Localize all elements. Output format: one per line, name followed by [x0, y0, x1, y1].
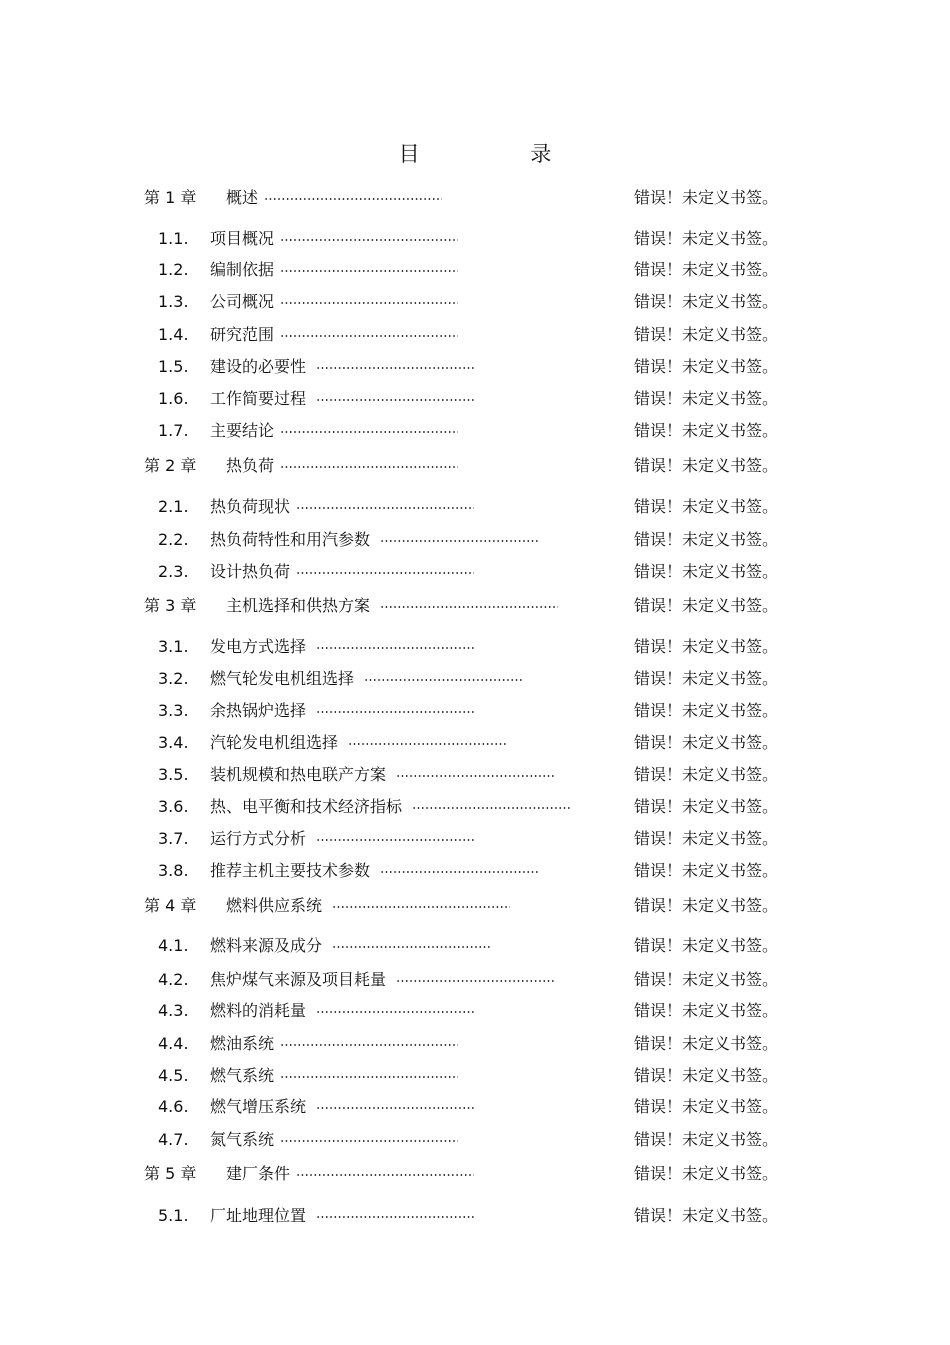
toc-entry-label: 厂址地理位置 — [210, 1206, 307, 1225]
toc-section-entry[interactable] — [0, 495, 950, 519]
toc-entry-page-ref: 错误！未定义书签。 — [634, 421, 779, 440]
dot-leader — [316, 711, 474, 713]
toc-section-entry[interactable] — [0, 1095, 950, 1119]
toc-entry-page-ref: 错误！未定义书签。 — [634, 229, 779, 248]
toc-entry-number: 第 4 章 — [144, 896, 197, 915]
toc-entry-page-ref: 错误！未定义书签。 — [634, 357, 779, 376]
dot-leader — [280, 302, 458, 304]
dot-leader — [280, 466, 458, 468]
dot-leader — [364, 679, 522, 681]
dot-leader — [280, 1044, 458, 1046]
toc-entry-label: 装机规模和热电联产方案 — [210, 765, 387, 784]
toc-entry-label: 项目概况 — [210, 229, 275, 248]
toc-entry-page-ref: 错误！未定义书签。 — [634, 1034, 779, 1053]
toc-entry-page-ref: 错误！未定义书签。 — [634, 936, 779, 955]
toc-entry-number: 1.3. — [158, 292, 189, 311]
toc-entry-page-ref: 错误！未定义书签。 — [634, 1097, 779, 1116]
toc-entry-number: 1.6. — [158, 389, 189, 408]
toc-entry-label: 燃气增压系统 — [210, 1097, 307, 1116]
toc-entry-number: 4.5. — [158, 1066, 189, 1085]
toc-entry-number: 第 1 章 — [144, 188, 197, 207]
toc-entry-page-ref: 错误！未定义书签。 — [634, 970, 779, 989]
toc-entry-page-ref: 错误！未定义书签。 — [634, 861, 779, 880]
toc-section-entry[interactable] — [0, 934, 950, 958]
toc-section-entry[interactable] — [0, 528, 950, 552]
toc-section-entry[interactable] — [0, 635, 950, 659]
toc-entry-label: 余热锅炉选择 — [210, 701, 307, 720]
toc-entry-label: 燃油系统 — [210, 1034, 275, 1053]
toc-chapter-entry[interactable] — [0, 454, 950, 478]
toc-entry-label: 热、电平衡和技术经济指标 — [210, 797, 403, 816]
toc-entry-label: 氮气系统 — [210, 1130, 275, 1149]
toc-chapter-entry[interactable] — [0, 594, 950, 618]
toc-entry-label: 推荐主机主要技术参数 — [210, 861, 371, 880]
toc-section-entry[interactable] — [0, 355, 950, 379]
toc-entry-page-ref: 错误！未定义书签。 — [634, 896, 779, 915]
dot-leader — [280, 239, 458, 241]
toc-entry-label: 主要结论 — [210, 421, 275, 440]
toc-section-entry[interactable] — [0, 227, 950, 251]
dot-leader — [348, 743, 506, 745]
toc-entry-label: 建设的必要性 — [210, 357, 307, 376]
toc-entry-label: 燃料的消耗量 — [210, 1001, 307, 1020]
toc-section-entry[interactable] — [0, 419, 950, 443]
toc-entry-number: 2.1. — [158, 497, 189, 516]
toc-entry-number: 3.5. — [158, 765, 189, 784]
dot-leader — [296, 1174, 474, 1176]
dot-leader — [316, 839, 474, 841]
toc-entry-page-ref: 错误！未定义书签。 — [634, 260, 779, 279]
dot-leader — [316, 647, 474, 649]
toc-entry-number: 1.5. — [158, 357, 189, 376]
toc-entry-number: 3.2. — [158, 669, 189, 688]
toc-entry-label: 公司概况 — [210, 292, 275, 311]
toc-entry-page-ref: 错误！未定义书签。 — [634, 389, 779, 408]
dot-leader — [280, 1076, 458, 1078]
toc-entry-label: 研究范围 — [210, 325, 275, 344]
toc-entry-number: 第 3 章 — [144, 596, 197, 615]
toc-section-entry[interactable] — [0, 795, 950, 819]
toc-entry-page-ref: 错误！未定义书签。 — [634, 701, 779, 720]
dot-leader — [396, 775, 554, 777]
toc-entry-page-ref: 错误！未定义书签。 — [634, 497, 779, 516]
toc-section-entry[interactable] — [0, 560, 950, 584]
toc-entry-number: 1.7. — [158, 421, 189, 440]
toc-section-entry[interactable] — [0, 323, 950, 347]
toc-entry-number: 4.2. — [158, 970, 189, 989]
toc-entry-page-ref: 错误！未定义书签。 — [634, 530, 779, 549]
toc-entry-label: 热负荷现状 — [210, 497, 291, 516]
toc-entry-page-ref: 错误！未定义书签。 — [634, 669, 779, 688]
toc-chapter-entry[interactable] — [0, 894, 950, 918]
dot-leader — [316, 1107, 474, 1109]
toc-entry-number: 3.1. — [158, 637, 189, 656]
dot-leader — [332, 946, 490, 948]
toc-entry-page-ref: 错误！未定义书签。 — [634, 733, 779, 752]
toc-entry-number: 2.2. — [158, 530, 189, 549]
toc-entry-page-ref: 错误！未定义书签。 — [634, 829, 779, 848]
toc-chapter-entry[interactable] — [0, 1162, 950, 1186]
toc-entry-page-ref: 错误！未定义书签。 — [634, 562, 779, 581]
toc-section-entry[interactable] — [0, 699, 950, 723]
toc-entry-page-ref: 错误！未定义书签。 — [634, 325, 779, 344]
dot-leader — [280, 431, 458, 433]
toc-entry-number: 3.6. — [158, 797, 189, 816]
toc-section-entry[interactable] — [0, 1064, 950, 1088]
toc-entry-label: 汽轮发电机组选择 — [210, 733, 339, 752]
dot-leader — [280, 335, 458, 337]
dot-leader — [332, 906, 510, 908]
toc-entry-number: 第 5 章 — [144, 1164, 197, 1183]
toc-entry-label: 热负荷 — [226, 456, 275, 475]
toc-entry-label: 焦炉煤气来源及项目耗量 — [210, 970, 387, 989]
dot-leader — [280, 270, 458, 272]
toc-entry-page-ref: 错误！未定义书签。 — [634, 765, 779, 784]
dot-leader — [296, 572, 474, 574]
dot-leader — [380, 871, 538, 873]
toc-entry-number: 4.6. — [158, 1097, 189, 1116]
toc-entry-label: 设计热负荷 — [210, 562, 291, 581]
toc-entry-number: 3.7. — [158, 829, 189, 848]
toc-section-entry[interactable] — [0, 387, 950, 411]
toc-entry-label: 燃料来源及成分 — [210, 936, 323, 955]
toc-entry-page-ref: 错误！未定义书签。 — [634, 456, 779, 475]
toc-entry-number: 1.2. — [158, 260, 189, 279]
toc-entry-label: 燃气轮发电机组选择 — [210, 669, 355, 688]
dot-leader — [264, 198, 442, 200]
toc-entry-number: 第 2 章 — [144, 456, 197, 475]
dot-leader — [396, 980, 554, 982]
dot-leader — [316, 367, 474, 369]
toc-entry-label: 热负荷特性和用汽参数 — [210, 530, 371, 549]
toc-entry-page-ref: 错误！未定义书签。 — [634, 292, 779, 311]
toc-section-entry[interactable] — [0, 1128, 950, 1152]
toc-entry-label: 建厂条件 — [226, 1164, 291, 1183]
dot-leader — [316, 1216, 474, 1218]
toc-entry-page-ref: 错误！未定义书签。 — [634, 1206, 779, 1225]
toc-entry-number: 3.4. — [158, 733, 189, 752]
toc-entry-number: 5.1. — [158, 1206, 189, 1225]
toc-entry-number: 3.3. — [158, 701, 189, 720]
toc-entry-label: 主机选择和供热方案 — [226, 596, 371, 615]
toc-entry-page-ref: 错误！未定义书签。 — [634, 1001, 779, 1020]
toc-entry-page-ref: 错误！未定义书签。 — [634, 1130, 779, 1149]
toc-entry-page-ref: 错误！未定义书签。 — [634, 188, 779, 207]
toc-entry-label: 编制依据 — [210, 260, 275, 279]
toc-entry-number: 4.1. — [158, 936, 189, 955]
toc-entry-number: 4.3. — [158, 1001, 189, 1020]
toc-section-entry[interactable] — [0, 1204, 950, 1228]
toc-section-entry[interactable] — [0, 290, 950, 314]
toc-section-entry[interactable] — [0, 859, 950, 883]
dot-leader — [412, 807, 570, 809]
dot-leader — [380, 606, 558, 608]
toc-entry-number: 4.4. — [158, 1034, 189, 1053]
toc-chapter-entry[interactable] — [0, 186, 950, 210]
toc-entry-page-ref: 错误！未定义书签。 — [634, 637, 779, 656]
toc-entry-page-ref: 错误！未定义书签。 — [634, 1164, 779, 1183]
dot-leader — [280, 1140, 458, 1142]
toc-entry-label: 运行方式分析 — [210, 829, 307, 848]
toc-entry-number: 4.7. — [158, 1130, 189, 1149]
toc-entry-label: 发电方式选择 — [210, 637, 307, 656]
toc-section-entry[interactable] — [0, 731, 950, 755]
toc-entry-page-ref: 错误！未定义书签。 — [634, 596, 779, 615]
toc-entry-number: 1.4. — [158, 325, 189, 344]
toc-section-entry[interactable] — [0, 999, 950, 1023]
toc-entry-label: 燃气系统 — [210, 1066, 275, 1085]
toc-entry-page-ref: 错误！未定义书签。 — [634, 1066, 779, 1085]
toc-entry-label: 工作简要过程 — [210, 389, 307, 408]
toc-title: 目 录 — [398, 142, 604, 166]
toc-section-entry[interactable] — [0, 827, 950, 851]
toc-entry-number: 1.1. — [158, 229, 189, 248]
toc-section-entry[interactable] — [0, 763, 950, 787]
toc-entry-label: 燃料供应系统 — [226, 896, 323, 915]
toc-entry-label: 概述 — [226, 188, 259, 207]
toc-section-entry[interactable] — [0, 968, 950, 992]
toc-section-entry[interactable] — [0, 1032, 950, 1056]
dot-leader — [316, 399, 474, 401]
dot-leader — [316, 1011, 474, 1013]
toc-section-entry[interactable] — [0, 258, 950, 282]
dot-leader — [380, 540, 538, 542]
toc-section-entry[interactable] — [0, 667, 950, 691]
toc-entry-number: 2.3. — [158, 562, 189, 581]
toc-entry-page-ref: 错误！未定义书签。 — [634, 797, 779, 816]
dot-leader — [296, 507, 474, 509]
toc-entry-number: 3.8. — [158, 861, 189, 880]
